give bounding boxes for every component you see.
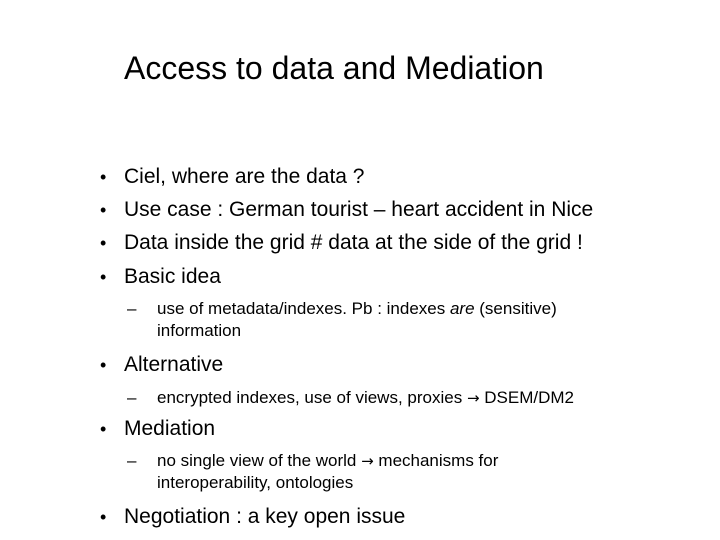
bullet-dot-icon: •	[100, 355, 107, 375]
bullet-dot-icon: •	[100, 167, 107, 187]
bullet-text: Ciel, where are the data ?	[124, 165, 365, 188]
bullet-text: Data inside the grid # data at the side of the grid !	[124, 231, 583, 254]
arrow-right-icon: →	[466, 389, 480, 407]
sub-bullet-line-1	[157, 298, 557, 320]
bullet-use-case	[100, 197, 594, 223]
sub-text-after: (sensitive)	[474, 299, 557, 318]
bullet-basic-idea	[100, 264, 221, 290]
bullet-data-inside	[100, 230, 583, 256]
bullet-dot-icon: •	[100, 200, 107, 220]
arrow-right-icon: →	[361, 452, 374, 470]
bullet-negotiation	[100, 504, 406, 530]
sub-text-before: encrypted indexes, use of views, proxies	[157, 388, 467, 407]
bullet-ciel	[100, 164, 365, 190]
bullet-mediation	[100, 416, 216, 442]
bullet-text: Use case : German tourist – heart accident in Nice	[124, 198, 594, 221]
bullet-text: Basic idea	[124, 265, 221, 288]
sub-bullet-basic-idea	[127, 298, 557, 342]
sub-text-before: use of metadata/indexes. Pb : indexes	[157, 299, 450, 318]
dash-icon: –	[127, 388, 137, 407]
sub-bullet-line-1	[157, 450, 498, 472]
sub-text-before: no single view of the world	[157, 451, 362, 470]
bullet-dot-icon: •	[100, 507, 107, 527]
bullet-dot-icon: •	[100, 267, 107, 287]
dash-icon: –	[127, 299, 137, 318]
sub-bullet-line-2: information	[157, 321, 242, 340]
sub-bullet-mediation	[127, 450, 499, 494]
sub-bullet-line-1	[157, 387, 574, 409]
sub-bullet-alternative	[127, 387, 574, 409]
bullet-text: Mediation	[124, 417, 216, 440]
slide-title: Access to data and Mediation	[124, 50, 544, 86]
sub-text-emphasis: are	[449, 299, 475, 318]
sub-text-after: DSEM/DM2	[479, 388, 574, 407]
bullet-text: Alternative	[124, 353, 224, 376]
bullet-dot-icon: •	[100, 419, 107, 439]
bullet-dot-icon: •	[100, 233, 107, 253]
bullet-alternative	[100, 352, 224, 378]
dash-icon: –	[127, 451, 137, 470]
sub-bullet-line-2: interoperability, ontologies	[157, 473, 354, 492]
bullet-text: Negotiation : a key open issue	[124, 505, 406, 528]
sub-text-after: mechanisms for	[373, 451, 499, 470]
